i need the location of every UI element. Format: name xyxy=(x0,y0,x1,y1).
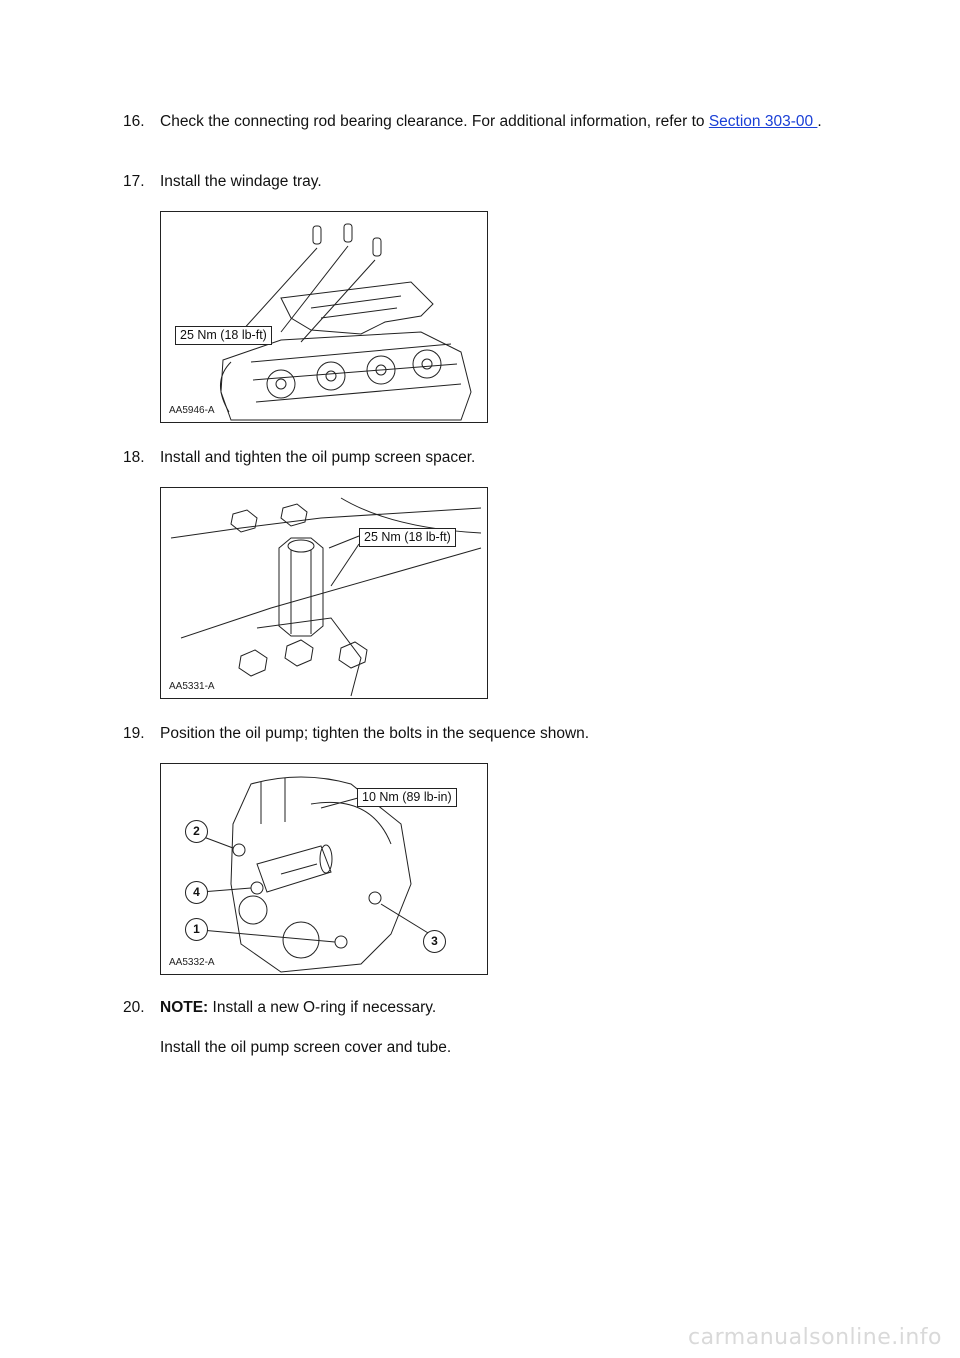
step-20 xyxy=(123,998,843,1062)
figure-id: AA5331-A xyxy=(169,681,215,692)
callout-3: 3 xyxy=(423,930,446,953)
torque-spec-label: 25 Nm (18 lb-ft) xyxy=(175,326,272,345)
step-number: 19. xyxy=(123,725,145,742)
figure-id: AA5946-A xyxy=(169,405,215,416)
step-text xyxy=(160,112,843,132)
step-16-text: Check the connecting rod bearing clearance. For additional information, refer to xyxy=(160,113,709,130)
step-text xyxy=(160,998,843,1058)
spacer-illustration xyxy=(161,488,487,698)
windage-tray-figure xyxy=(160,211,488,423)
step-text: Install the windage tray. xyxy=(160,173,322,190)
windage-tray-illustration xyxy=(161,212,487,422)
step-number: 18. xyxy=(123,449,145,466)
note-label: NOTE: xyxy=(160,999,209,1016)
step-text: Install and tighten the oil pump screen spacer. xyxy=(160,449,476,466)
callout-4: 4 xyxy=(185,881,208,904)
section-link[interactable]: Section 303-00 xyxy=(708,113,818,130)
step-text: Position the oil pump; tighten the bolts in the sequence shown. xyxy=(160,725,590,742)
spacer-figure xyxy=(160,487,488,699)
figure-id: AA5332-A xyxy=(169,957,215,968)
oil-pump-figure xyxy=(160,763,488,975)
step-number: 17. xyxy=(123,173,145,190)
step-20-instruction: Install the oil pump screen cover and tube. xyxy=(160,1039,452,1056)
step-number: 16. xyxy=(123,113,145,130)
torque-spec-label: 25 Nm (18 lb-ft) xyxy=(359,528,456,547)
torque-spec-label: 10 Nm (89 lb-in) xyxy=(357,788,457,807)
watermark: carmanualsonline.info xyxy=(688,1325,942,1350)
step-16-after-link: . xyxy=(817,113,822,130)
callout-1: 1 xyxy=(185,918,208,941)
note-text: Install a new O-ring if necessary. xyxy=(208,999,437,1016)
callout-2: 2 xyxy=(185,820,208,843)
step-number: 20. xyxy=(123,999,145,1016)
